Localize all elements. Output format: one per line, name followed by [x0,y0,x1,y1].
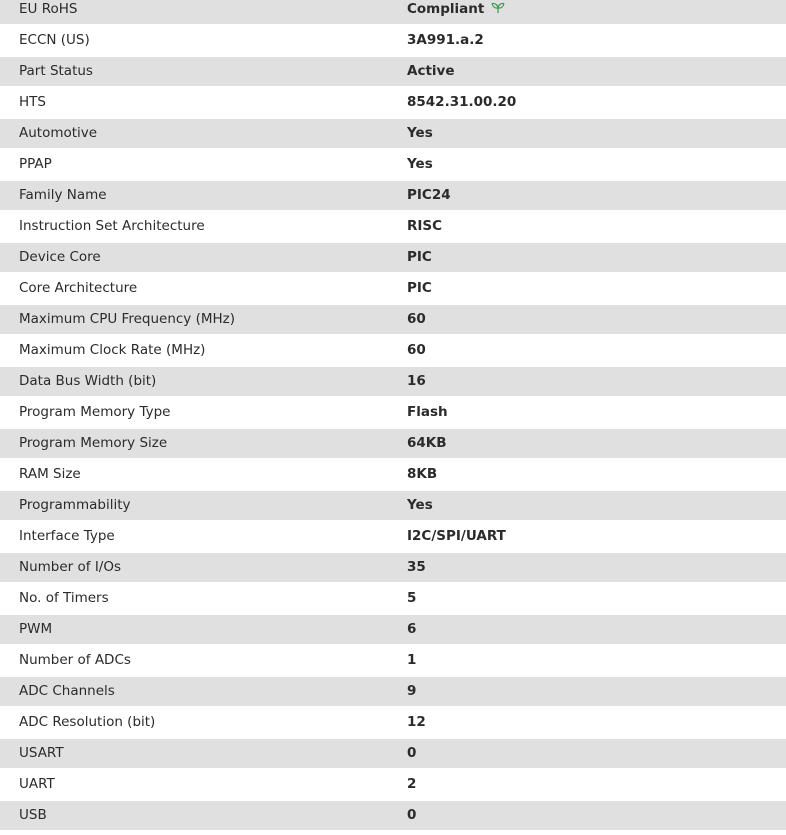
spec-attribute-value [407,211,786,242]
spec-value-text: Active [407,63,455,79]
spec-value-text: Yes [407,497,433,513]
spec-attribute-value [407,769,786,800]
spec-attribute-name: ECCN (US) [0,25,407,56]
spec-value-text: I2C/SPI/UART [407,528,506,544]
spec-row [0,614,786,645]
spec-row [0,25,786,56]
spec-value-text: 5 [407,590,417,606]
spec-attribute-value [407,397,786,428]
spec-value-text: 3A991.a.2 [407,32,484,48]
spec-attribute-value [407,645,786,676]
spec-attribute-name: Interface Type [0,521,407,552]
spec-attribute-value [407,242,786,273]
spec-row [0,583,786,614]
spec-attribute-name: USART [0,738,407,769]
spec-value-text: 12 [407,714,426,730]
spec-attribute-name: Automotive [0,118,407,149]
spec-attribute-value [407,676,786,707]
spec-attribute-name: Part Status [0,56,407,87]
eco-leaf-icon [491,0,505,8]
spec-row [0,459,786,490]
spec-row [0,366,786,397]
spec-value-text: PIC24 [407,187,451,203]
spec-value-text: 2 [407,776,417,792]
spec-row [0,335,786,366]
spec-attribute-value [407,614,786,645]
spec-attribute-value [407,304,786,335]
spec-value-text: 8542.31.00.20 [407,94,517,110]
spec-attribute-name: Maximum Clock Rate (MHz) [0,335,407,366]
spec-row [0,0,786,25]
spec-attribute-name: Program Memory Type [0,397,407,428]
spec-attribute-value [407,273,786,304]
spec-attribute-name: ADC Channels [0,676,407,707]
spec-attribute-value [407,56,786,87]
spec-row [0,645,786,676]
spec-attribute-value [407,583,786,614]
spec-row [0,273,786,304]
spec-attribute-value [407,459,786,490]
spec-attribute-value [407,707,786,738]
spec-attribute-name: PWM [0,614,407,645]
spec-attribute-name: Number of ADCs [0,645,407,676]
spec-value-text: 0 [407,807,417,823]
spec-attribute-value [407,490,786,521]
spec-attribute-name: RAM Size [0,459,407,490]
spec-row [0,118,786,149]
spec-value-text: 16 [407,373,426,389]
spec-attribute-value [407,180,786,211]
spec-attribute-value [407,149,786,180]
spec-attribute-value [407,521,786,552]
spec-value-text: 60 [407,342,426,358]
spec-row [0,738,786,769]
spec-row [0,242,786,273]
spec-row [0,149,786,180]
spec-attribute-value [407,738,786,769]
spec-attribute-name: Family Name [0,180,407,211]
spec-value-text: 9 [407,683,417,699]
spec-value-text: 64KB [407,435,447,451]
spec-attribute-value [407,428,786,459]
spec-attribute-value [407,25,786,56]
spec-attribute-value [407,118,786,149]
spec-value-text: PIC [407,249,432,265]
spec-value-text: Flash [407,404,448,420]
spec-value-text: PIC [407,280,432,296]
spec-row [0,397,786,428]
spec-row [0,521,786,552]
spec-row [0,769,786,800]
spec-row [0,490,786,521]
spec-value-text: Yes [407,125,433,141]
spec-attribute-name: USB [0,800,407,831]
spec-attribute-name: EU RoHS [0,0,407,25]
spec-attribute-name: HTS [0,87,407,118]
spec-row [0,180,786,211]
spec-attribute-value [407,0,786,25]
spec-attribute-name: Instruction Set Architecture [0,211,407,242]
spec-value-text: 8KB [407,466,438,482]
spec-value-text: RISC [407,218,443,234]
spec-attribute-name: Maximum CPU Frequency (MHz) [0,304,407,335]
spec-row [0,428,786,459]
spec-value-text: 1 [407,652,417,668]
spec-value-text: 0 [407,745,417,761]
spec-attribute-name: UART [0,769,407,800]
spec-row [0,56,786,87]
spec-value-text: 60 [407,311,426,327]
spec-row [0,211,786,242]
spec-row [0,800,786,831]
spec-attribute-name: PPAP [0,149,407,180]
spec-attribute-name: ADC Resolution (bit) [0,707,407,738]
spec-row [0,552,786,583]
spec-attribute-name: Core Architecture [0,273,407,304]
spec-attribute-name: Device Core [0,242,407,273]
spec-attribute-name: Program Memory Size [0,428,407,459]
spec-value-text: 6 [407,621,417,637]
spec-attribute-value [407,552,786,583]
spec-attribute-name: Number of I/Os [0,552,407,583]
spec-attribute-value [407,366,786,397]
spec-attribute-name: Programmability [0,490,407,521]
spec-row [0,304,786,335]
spec-value-text: Compliant [407,1,485,17]
spec-row [0,707,786,738]
spec-row [0,676,786,707]
spec-attribute-value [407,335,786,366]
spec-attribute-value [407,800,786,831]
spec-value-text: Yes [407,156,433,172]
spec-attribute-value [407,87,786,118]
spec-attribute-name: No. of Timers [0,583,407,614]
spec-attribute-name: Data Bus Width (bit) [0,366,407,397]
spec-row [0,87,786,118]
spec-value-text: 35 [407,559,426,575]
